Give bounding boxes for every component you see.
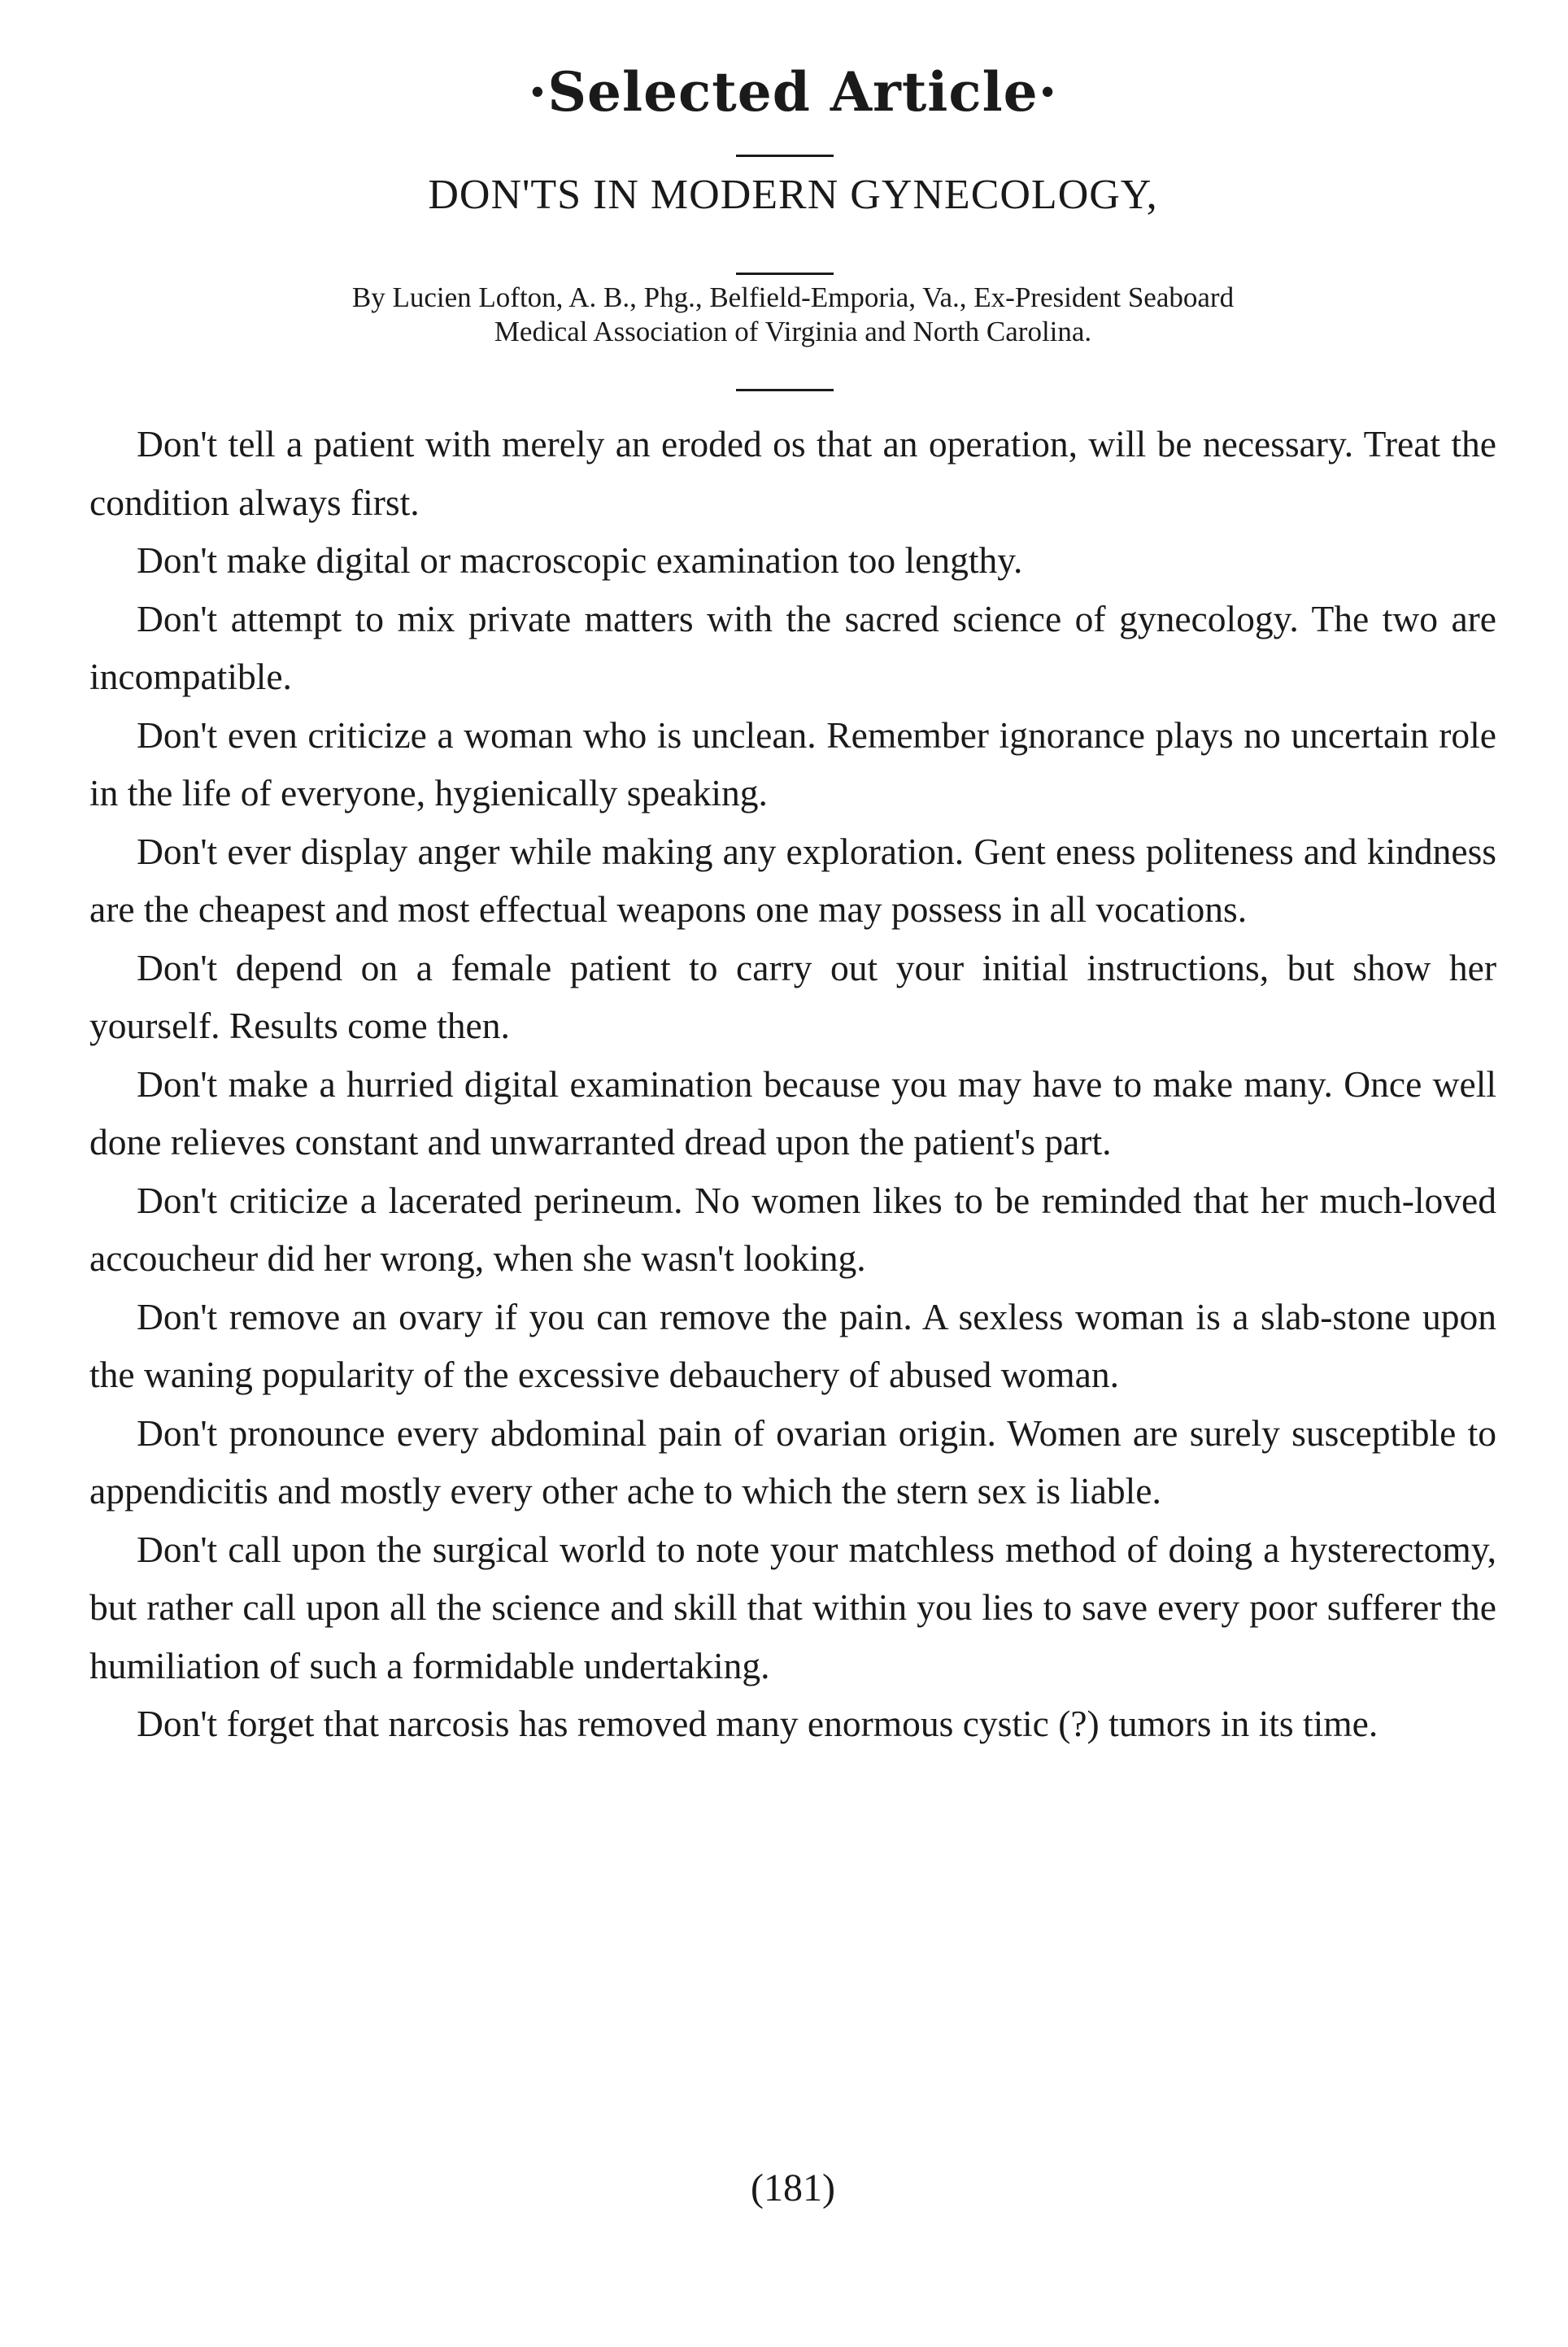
author-byline xyxy=(89,281,1496,349)
page xyxy=(89,0,1496,2347)
paragraph: Don't tell a patient with merely an eroded os that an operation, will be necessary. Treat the condition always first. xyxy=(89,423,1496,523)
paragraph: Don't depend on a female patient to carry out your initial instructions, but show her yourself. Results come then. xyxy=(89,946,1496,1046)
article-title: DON'TS IN MODERN GYNECOLOGY, xyxy=(428,172,1158,218)
byline-line: By Lucien Lofton, A. B., Phg., Belfield-Emporia, Va., Ex-President Seaboard xyxy=(351,281,1235,313)
paragraph: Don't make digital or macroscopic examination too lengthy. xyxy=(137,539,1023,581)
paragraph: Don't attempt to mix private matters with the sacred science of gynecology. The two are incompatible. xyxy=(89,597,1496,697)
page-number: (181) xyxy=(751,2166,835,2210)
paragraph: Don't make a hurried digital examination because you may have to make many. Once well done relieves constant and unwarranted dread upon the patient's part. xyxy=(89,1062,1496,1163)
paragraph: Don't call upon the surgical world to note your matchless method of doing a hysterectomy, but rather call upon all the science and skill that within you lies to save every poor sufferer the humiliation of such a formidable undertaking. xyxy=(89,1528,1496,1686)
paragraph: Don't criticize a lacerated perineum. No women likes to be reminded that her much-loved accoucheur did her wrong, when she wasn't looking. xyxy=(89,1179,1496,1279)
divider-rule xyxy=(736,389,834,391)
divider-rule xyxy=(736,273,834,275)
paragraph: Don't forget that narcosis has removed many enormous cystic (?) tumors in its time. xyxy=(137,1703,1379,1744)
paragraph: Don't even criticize a woman who is unclean. Remember ignorance plays no uncertain role in the life of everyone, hygienically speaking. xyxy=(89,713,1496,814)
divider-rule xyxy=(736,155,834,157)
article-body xyxy=(89,415,1496,1753)
byline-line: Medical Association of Virginia and North Carolina. xyxy=(494,316,1092,347)
paragraph: Don't pronounce every abdominal pain of ovarian origin. Women are surely susceptible to appendicitis and mostly every other ache to which the stern sex is liable. xyxy=(89,1411,1496,1512)
paragraph: Don't ever display anger while making any exploration. Gent eness politeness and kindness are the cheapest and most effectual weapons one may possess in all vocations. xyxy=(89,830,1496,930)
paragraph: Don't remove an ovary if you can remove the pain. A sexless woman is a slab-stone upon the waning popularity of the excessive debauchery of abused woman. xyxy=(89,1295,1496,1395)
section-heading: ·Selected Article· xyxy=(528,60,1058,124)
